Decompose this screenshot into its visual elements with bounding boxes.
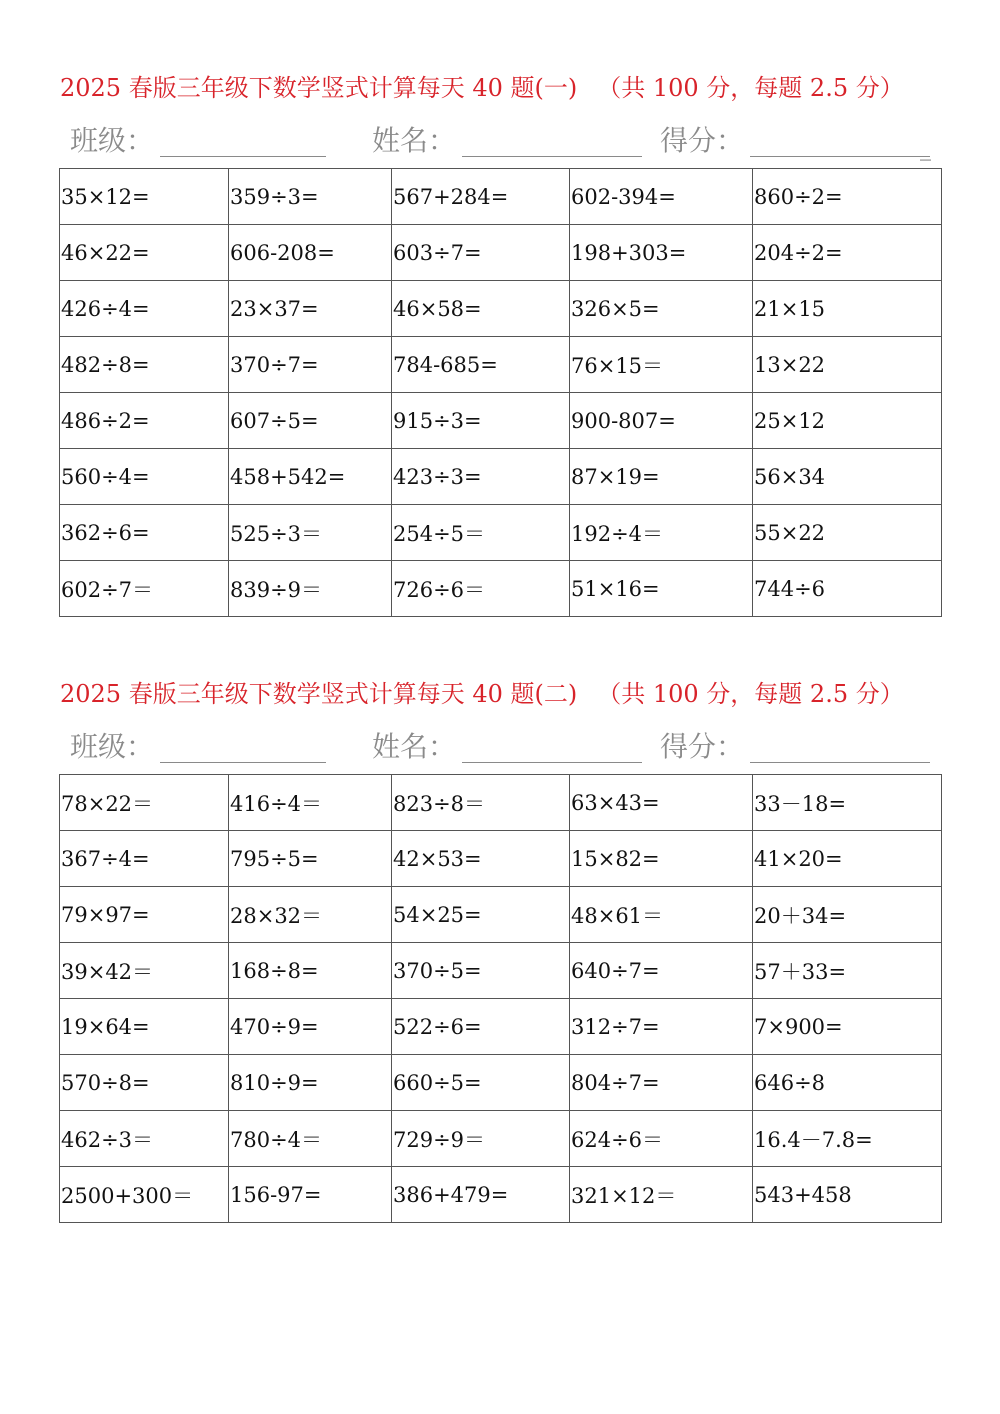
problem-cell[interactable]: 55×22 xyxy=(753,505,942,561)
problem-cell[interactable]: 28×32＝ xyxy=(229,887,392,943)
problem-rows xyxy=(60,775,942,1223)
problem-row xyxy=(60,281,942,337)
problem-cell[interactable]: 426÷4= xyxy=(60,281,229,337)
problem-cell[interactable]: 602-394= xyxy=(570,169,753,225)
score-label: 得分： xyxy=(660,730,745,763)
problem-cell[interactable]: 660÷5= xyxy=(392,1055,570,1111)
problem-cell[interactable]: 46×22= xyxy=(60,225,229,281)
problem-cell[interactable]: 795÷5= xyxy=(229,831,392,887)
problem-cell[interactable]: 900-807= xyxy=(570,393,753,449)
problem-cell[interactable]: 359÷3= xyxy=(229,169,392,225)
problem-cell[interactable]: 823÷8＝ xyxy=(392,775,570,831)
score-line-tail: _ xyxy=(920,136,931,161)
problem-row xyxy=(60,337,942,393)
problem-cell[interactable]: 156-97= xyxy=(229,1167,392,1223)
problem-row xyxy=(60,449,942,505)
problem-cell[interactable]: 729÷9＝ xyxy=(392,1111,570,1167)
problem-cell[interactable]: 525÷3＝ xyxy=(229,505,392,561)
problem-cell[interactable]: 21×15 xyxy=(753,281,942,337)
problem-cell[interactable]: 54×25= xyxy=(392,887,570,943)
problem-row xyxy=(60,999,942,1055)
problem-cell[interactable]: 19×64= xyxy=(60,999,229,1055)
problem-cell[interactable]: 462÷3＝ xyxy=(60,1111,229,1167)
problem-cell[interactable]: 606-208= xyxy=(229,225,392,281)
problem-cell[interactable]: 482÷8= xyxy=(60,337,229,393)
problem-row xyxy=(60,505,942,561)
problem-cell[interactable]: 386+479= xyxy=(392,1167,570,1223)
problem-cell[interactable]: 543+458 xyxy=(753,1167,942,1223)
problem-cell[interactable]: 560÷4= xyxy=(60,449,229,505)
problem-cell[interactable]: 168÷8= xyxy=(229,943,392,999)
problem-cell[interactable]: 744÷6 xyxy=(753,561,942,617)
problem-cell[interactable]: 470÷9= xyxy=(229,999,392,1055)
name-blank-line[interactable] xyxy=(462,762,642,763)
problem-cell[interactable]: 602÷7＝ xyxy=(60,561,229,617)
name-label: 姓名： xyxy=(372,124,457,157)
problem-cell[interactable]: 486÷2= xyxy=(60,393,229,449)
class-blank-line[interactable] xyxy=(160,762,326,763)
problem-row xyxy=(60,169,942,225)
problem-cell[interactable]: 41×20= xyxy=(753,831,942,887)
problem-cell[interactable]: 570÷8= xyxy=(60,1055,229,1111)
problem-cell[interactable]: 362÷6= xyxy=(60,505,229,561)
problem-cell[interactable]: 56×34 xyxy=(753,449,942,505)
problem-cell[interactable]: 624÷6＝ xyxy=(570,1111,753,1167)
problem-cell[interactable]: 2500+300＝ xyxy=(60,1167,229,1223)
problem-cell[interactable]: 25×12 xyxy=(753,393,942,449)
problem-cell[interactable]: 423÷3= xyxy=(392,449,570,505)
problem-row xyxy=(60,831,942,887)
problem-cell[interactable]: 42×53= xyxy=(392,831,570,887)
class-label: 班级： xyxy=(70,124,155,157)
problem-cell[interactable]: 87×19= xyxy=(570,449,753,505)
class-blank-line[interactable] xyxy=(160,156,326,157)
problem-cell[interactable]: 458+542= xyxy=(229,449,392,505)
problem-cell[interactable]: 57＋33= xyxy=(753,943,942,999)
problem-cell[interactable]: 63×43= xyxy=(570,775,753,831)
score-blank-line[interactable] xyxy=(750,762,930,763)
problem-cell[interactable]: 312÷7= xyxy=(570,999,753,1055)
problem-cell[interactable]: 48×61＝ xyxy=(570,887,753,943)
problem-cell[interactable]: 416÷4＝ xyxy=(229,775,392,831)
problem-rows xyxy=(60,169,942,617)
problem-cell[interactable]: 51×16= xyxy=(570,561,753,617)
problem-cell[interactable]: 321×12＝ xyxy=(570,1167,753,1223)
score-note: （共 100 分，每题 2.5 分） xyxy=(597,680,904,708)
score-label: 得分： xyxy=(660,124,745,157)
student-info-row xyxy=(0,728,1000,768)
problem-cell[interactable]: 15×82= xyxy=(570,831,753,887)
class-label: 班级： xyxy=(70,730,155,763)
problem-cell[interactable]: 640÷7= xyxy=(570,943,753,999)
problem-cell[interactable]: 784-685= xyxy=(392,337,570,393)
problem-table xyxy=(59,774,942,1223)
problem-row xyxy=(60,775,942,831)
problem-cell[interactable]: 370÷5= xyxy=(392,943,570,999)
problem-cell[interactable]: 915÷3= xyxy=(392,393,570,449)
problem-cell[interactable]: 839÷9＝ xyxy=(229,561,392,617)
score-blank-line[interactable] xyxy=(750,156,930,157)
problem-cell[interactable]: 726÷6＝ xyxy=(392,561,570,617)
problem-cell[interactable]: 607÷5= xyxy=(229,393,392,449)
problem-cell[interactable]: 79×97= xyxy=(60,887,229,943)
problem-cell[interactable]: 13×22 xyxy=(753,337,942,393)
problem-cell[interactable]: 35×12= xyxy=(60,169,229,225)
problem-cell[interactable]: 603÷7= xyxy=(392,225,570,281)
problem-row xyxy=(60,1055,942,1111)
problem-cell[interactable]: 78×22＝ xyxy=(60,775,229,831)
problem-cell[interactable]: 39×42＝ xyxy=(60,943,229,999)
problem-row xyxy=(60,887,942,943)
title-text: 2025 春版三年级下数学竖式计算每天 40 题(二) xyxy=(60,680,578,708)
name-label: 姓名： xyxy=(372,730,457,763)
problem-cell[interactable]: 16.4－7.8= xyxy=(753,1111,942,1167)
problem-cell[interactable]: 198+303= xyxy=(570,225,753,281)
problem-cell[interactable]: 370÷7= xyxy=(229,337,392,393)
problem-cell[interactable]: 46×58= xyxy=(392,281,570,337)
problem-cell[interactable]: 204÷2= xyxy=(753,225,942,281)
problem-cell[interactable]: 326×5= xyxy=(570,281,753,337)
score-note: （共 100 分，每题 2.5 分） xyxy=(597,74,904,102)
problem-row xyxy=(60,225,942,281)
problem-cell[interactable]: 860÷2= xyxy=(753,169,942,225)
student-info-row xyxy=(0,122,1000,162)
problem-cell[interactable]: 804÷7= xyxy=(570,1055,753,1111)
problem-row xyxy=(60,561,942,617)
problem-cell[interactable]: 780÷4＝ xyxy=(229,1111,392,1167)
problem-row xyxy=(60,393,942,449)
problem-row xyxy=(60,1111,942,1167)
problem-cell[interactable]: 522÷6= xyxy=(392,999,570,1055)
worksheet-title xyxy=(60,676,960,712)
problem-cell[interactable]: 367÷4= xyxy=(60,831,229,887)
problem-table xyxy=(59,168,942,617)
problem-cell[interactable]: 7×900= xyxy=(753,999,942,1055)
problem-cell[interactable]: 23×37= xyxy=(229,281,392,337)
problem-cell[interactable]: 33－18= xyxy=(753,775,942,831)
worksheet-title xyxy=(60,70,960,106)
problem-cell[interactable]: 646÷8 xyxy=(753,1055,942,1111)
problem-cell[interactable]: 76×15＝ xyxy=(570,337,753,393)
problem-cell[interactable]: 20＋34= xyxy=(753,887,942,943)
name-blank-line[interactable] xyxy=(462,156,642,157)
problem-cell[interactable]: 810÷9= xyxy=(229,1055,392,1111)
problem-cell[interactable]: 254÷5＝ xyxy=(392,505,570,561)
title-text: 2025 春版三年级下数学竖式计算每天 40 题(一) xyxy=(60,74,578,102)
problem-cell[interactable]: 567+284= xyxy=(392,169,570,225)
problem-row xyxy=(60,943,942,999)
problem-row xyxy=(60,1167,942,1223)
problem-cell[interactable]: 192÷4＝ xyxy=(570,505,753,561)
